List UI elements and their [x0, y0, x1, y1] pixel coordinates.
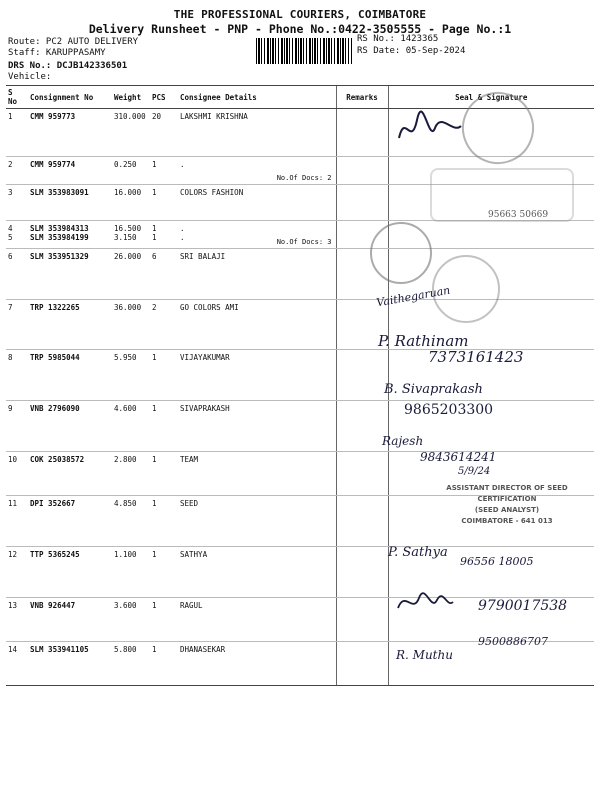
cell-weight: 5.950 — [112, 350, 150, 401]
cell-consignee: LAKSHMI KRISHNA — [178, 109, 336, 157]
table-row — [6, 249, 594, 300]
cell-consignment: VNB 2796090 — [28, 401, 112, 452]
cell-consignment: VNB 926447 — [28, 598, 112, 642]
drs-number: DRS No.: DCJB142336501 — [8, 61, 128, 71]
cell-consignment: SLM 353941105 — [28, 642, 112, 686]
cell-pcs: 6 — [150, 249, 178, 300]
cell-remarks — [336, 642, 388, 686]
cell-consignee — [178, 221, 336, 249]
cell-consignment: CMM 959773 — [28, 109, 112, 157]
cell-pcs: 1 — [150, 496, 178, 547]
cell-pcs: 1 — [150, 401, 178, 452]
cell-consignee: SIVAPRAKASH — [178, 401, 336, 452]
sig-phone-12: 96556 18005 — [460, 555, 534, 568]
weight-5: 3.150 — [114, 233, 137, 242]
sig-phone-14: 9500886707 — [478, 635, 548, 648]
sig-phone-3: 95663 50669 — [488, 210, 549, 220]
cell-consignee: SATHYA — [178, 547, 336, 598]
cell-pcs — [150, 221, 178, 249]
seed-stamp-title: ASSISTANT DIRECTOR OF SEED CERTIFICATION — [446, 484, 568, 503]
round-stamp-6 — [370, 222, 432, 284]
sig-name-6: Vaithegaruan — [375, 283, 452, 310]
barcode — [256, 38, 352, 64]
cell-pcs: 20 — [150, 109, 178, 157]
table-row — [6, 221, 594, 249]
cell-weight: 4.850 — [112, 496, 150, 547]
seed-stamp-sub: (SEED ANALYST) — [474, 506, 540, 514]
pcs-5: 1 — [152, 233, 157, 242]
cell-sno: 7 — [6, 300, 28, 350]
seed-stamp-city: COIMBATORE - 641 013 — [461, 517, 553, 525]
col-weight: Weight — [112, 86, 150, 109]
cell-pcs: 1 — [150, 547, 178, 598]
cell-remarks — [336, 598, 388, 642]
cell-sno: 14 — [6, 642, 28, 686]
cell-weight — [112, 221, 150, 249]
sig-name-10: Rajesh — [382, 434, 424, 448]
cell-pcs: 1 — [150, 598, 178, 642]
table-row — [6, 642, 594, 686]
cell-sno: 11 — [6, 496, 28, 547]
cell-sno — [6, 221, 28, 249]
sig-phone-10: 9843614241 — [420, 450, 497, 464]
cell-weight: 1.100 — [112, 547, 150, 598]
cell-sno: 1 — [6, 109, 28, 157]
docs-count: No.Of Docs: 3 — [276, 238, 332, 246]
cell-sno: 13 — [6, 598, 28, 642]
cell-consignee: COLORS FASHION — [178, 185, 336, 221]
cell-sno: 6 — [6, 249, 28, 300]
col-seal: Seal & Signature — [388, 86, 594, 109]
cell-consignment: TTP 5365245 — [28, 547, 112, 598]
cell-remarks — [336, 496, 388, 547]
cell-consignment — [28, 221, 112, 249]
cell-weight: 4.600 — [112, 401, 150, 452]
sig-phone-8: 7373161423 — [428, 348, 524, 366]
docs-count: No.Of Docs: 2 — [276, 174, 332, 182]
cell-sno: 9 — [6, 401, 28, 452]
vehicle-text: Vehicle: — [8, 72, 52, 82]
consignment-4: SLM 353984313 — [30, 224, 89, 233]
sig-name-12: P. Sathya — [388, 545, 448, 560]
cell-consignment: SLM 353951329 — [28, 249, 112, 300]
cell-consignee: SEED — [178, 496, 336, 547]
cell-sno: 10 — [6, 452, 28, 496]
cell-pcs: 1 — [150, 185, 178, 221]
cell-pcs: 1 — [150, 157, 178, 185]
cell-consignment: CMM 959774 — [28, 157, 112, 185]
table-row — [6, 401, 594, 452]
cell-consignment: TRP 1322265 — [28, 300, 112, 350]
cell-remarks — [336, 350, 388, 401]
cell-pcs: 2 — [150, 300, 178, 350]
cell-pcs: 1 — [150, 452, 178, 496]
col-remarks: Remarks — [336, 86, 388, 109]
signature-scribble — [395, 108, 465, 148]
cell-weight: 16.000 — [112, 185, 150, 221]
cell-weight: 3.600 — [112, 598, 150, 642]
consignment-5: SLM 353984199 — [30, 233, 89, 242]
consignee-dot: . — [180, 160, 185, 169]
consignee-4: . — [180, 224, 185, 233]
cell-consignee: DHANASEKAR — [178, 642, 336, 686]
cell-weight: 5.800 — [112, 642, 150, 686]
sig-name-8: P. Rathinam — [378, 332, 469, 350]
cell-sno: 2 — [6, 157, 28, 185]
runsheet-title: Delivery Runsheet - PNP - Phone No.:0422-3505555 - Page No.:1 — [88, 22, 512, 36]
consignee-5: . — [180, 233, 185, 242]
sig-name-14: R. Muthu — [396, 648, 453, 662]
cell-sno: 3 — [6, 185, 28, 221]
cell-weight: 2.800 — [112, 452, 150, 496]
cell-sno: 12 — [6, 547, 28, 598]
pcs-4: 1 — [152, 224, 157, 233]
col-pcs: PCS — [150, 86, 178, 109]
cell-weight: 26.000 — [112, 249, 150, 300]
sig-date-10: 5/9/24 — [458, 466, 491, 477]
cell-consignment: DPI 352667 — [28, 496, 112, 547]
route-text: Route: PC2 AUTO DELIVERY — [8, 37, 139, 47]
rs-number: RS No.: 1423365 — [357, 34, 439, 44]
cell-pcs: 1 — [150, 642, 178, 686]
cell-pcs: 1 — [150, 350, 178, 401]
cell-remarks — [336, 157, 388, 185]
cell-consignee — [178, 157, 336, 185]
company-title: THE PROFESSIONAL COURIERS, COIMBATORE — [173, 8, 427, 21]
cell-remarks — [336, 452, 388, 496]
sno-4: 4 — [8, 224, 13, 233]
sno-5: 5 — [8, 233, 13, 242]
cell-consignment: COK 25038572 — [28, 452, 112, 496]
col-sno: S No — [6, 86, 28, 109]
cell-remarks — [336, 109, 388, 157]
col-consignment: Consignment No — [28, 86, 112, 109]
sig-phone-13: 9790017538 — [478, 598, 568, 614]
cell-remarks — [336, 185, 388, 221]
cell-consignee: SRI BALAJI — [178, 249, 336, 300]
cell-weight: 0.250 — [112, 157, 150, 185]
rs-date: RS Date: 05-Sep-2024 — [357, 46, 466, 56]
cell-consignment: TRP 5985044 — [28, 350, 112, 401]
table-row — [6, 300, 594, 350]
col-consignee: Consignee Details — [178, 86, 336, 109]
cell-remarks — [336, 547, 388, 598]
staff-text: Staff: KARUPPASAMY — [8, 48, 106, 58]
sig-name-9: B. Sivaprakash — [384, 382, 483, 397]
cell-consignee: VIJAYAKUMAR — [178, 350, 336, 401]
weight-4: 16.500 — [114, 224, 142, 233]
cell-consignee: RAGUL — [178, 598, 336, 642]
cell-weight: 36.000 — [112, 300, 150, 350]
cell-consignee: GO COLORS AMI — [178, 300, 336, 350]
signature-scribble-13 — [395, 588, 455, 616]
cell-consignee: TEAM — [178, 452, 336, 496]
cell-consignment: SLM 353983091 — [28, 185, 112, 221]
cell-sno: 8 — [6, 350, 28, 401]
seed-stamp — [418, 483, 596, 527]
sig-phone-9: 9865203300 — [404, 402, 494, 418]
cell-weight: 310.000 — [112, 109, 150, 157]
cell-remarks — [336, 401, 388, 452]
